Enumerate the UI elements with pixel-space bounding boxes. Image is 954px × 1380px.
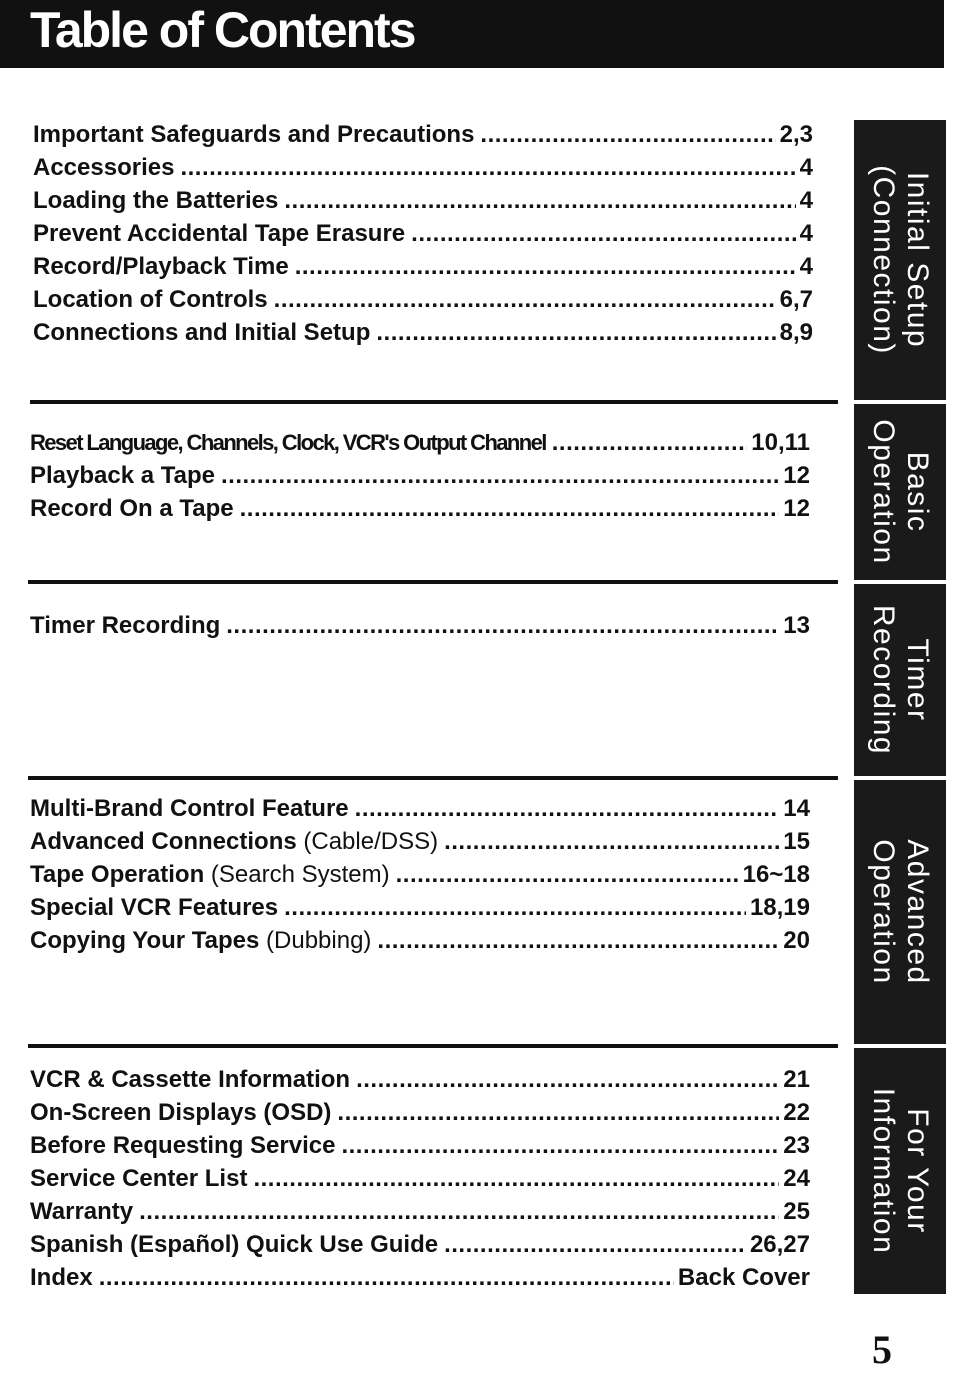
tab-label: Timer Recording bbox=[867, 604, 934, 756]
toc-entry[interactable] bbox=[30, 1096, 810, 1129]
leader-dots bbox=[341, 1129, 779, 1162]
toc-entry[interactable] bbox=[30, 1162, 810, 1195]
toc-entry-page: 14 bbox=[783, 795, 810, 822]
toc-entry-page: 25 bbox=[783, 1198, 810, 1225]
toc-entry-page: 4 bbox=[799, 253, 813, 280]
toc-entry-label: On-Screen Displays (OSD) bbox=[30, 1099, 332, 1126]
toc-entry-label: Before Requesting Service bbox=[30, 1132, 336, 1159]
section-divider bbox=[28, 776, 838, 780]
leader-dots bbox=[284, 891, 746, 924]
leader-dots bbox=[99, 1261, 674, 1294]
toc-entry-page: 23 bbox=[783, 1132, 810, 1159]
toc-entry-label: Special VCR Features bbox=[30, 894, 279, 921]
toc-entry-subtitle: (Dubbing) bbox=[259, 927, 372, 954]
page-number: 5 bbox=[872, 1327, 892, 1372]
toc-entry-page: 6,7 bbox=[779, 286, 813, 313]
toc-entry-label: Record/Playback Time bbox=[33, 253, 289, 280]
tab-initial-setup[interactable] bbox=[854, 120, 946, 400]
toc-entry-page: 18,19 bbox=[749, 894, 810, 921]
toc-entry-label: VCR & Cassette Information bbox=[30, 1066, 351, 1093]
toc-entry-label: Copying Your Tapes (Dubbing) bbox=[30, 927, 372, 954]
toc-entry-page: 12 bbox=[783, 462, 810, 489]
toc-entry[interactable] bbox=[30, 609, 810, 642]
toc-entry[interactable] bbox=[33, 316, 813, 349]
leader-dots bbox=[274, 283, 776, 316]
toc-entry-page: 4 bbox=[799, 187, 813, 214]
toc-entry[interactable] bbox=[30, 1129, 810, 1162]
tab-label: Initial Setup (Connection) bbox=[867, 165, 934, 355]
toc-entry-label: Index bbox=[30, 1264, 93, 1291]
toc-entry-label: Spanish (Español) Quick Use Guide bbox=[30, 1231, 439, 1258]
toc-entry-page: 13 bbox=[783, 612, 810, 639]
leader-dots bbox=[377, 924, 779, 957]
toc-entry-page: 26,27 bbox=[749, 1231, 810, 1258]
toc-entry-label: Tape Operation (Search System) bbox=[30, 861, 390, 888]
leader-dots bbox=[444, 825, 779, 858]
toc-entry[interactable] bbox=[33, 217, 813, 250]
toc-entry[interactable] bbox=[33, 184, 813, 217]
tab-label: For Your Information bbox=[867, 1087, 934, 1255]
leader-dots bbox=[337, 1096, 779, 1129]
leader-dots bbox=[552, 426, 748, 459]
leader-dots bbox=[376, 316, 775, 349]
toc-entry-page: 4 bbox=[799, 220, 813, 247]
leader-dots bbox=[355, 792, 780, 825]
toc-entry[interactable] bbox=[30, 492, 810, 525]
toc-entry-page: 21 bbox=[783, 1066, 810, 1093]
leader-dots bbox=[139, 1195, 779, 1228]
toc-entry-page: 22 bbox=[783, 1099, 810, 1126]
leader-dots bbox=[396, 858, 739, 891]
toc-entry-page: 2,3 bbox=[779, 121, 813, 148]
section-divider bbox=[30, 400, 838, 404]
tab-label: Advanced Operation bbox=[867, 839, 934, 985]
toc-entry[interactable] bbox=[33, 283, 813, 316]
toc-entry[interactable] bbox=[30, 426, 810, 459]
toc-entry-page: 8,9 bbox=[779, 319, 813, 346]
toc-entry[interactable] bbox=[30, 1063, 810, 1096]
toc-entry[interactable] bbox=[30, 459, 810, 492]
leader-dots bbox=[411, 217, 795, 250]
toc-entry-label: Multi-Brand Control Feature bbox=[30, 795, 349, 822]
toc-entry[interactable] bbox=[30, 924, 810, 957]
toc-entry-page: 12 bbox=[783, 495, 810, 522]
toc-entry-label: Record On a Tape bbox=[30, 495, 234, 522]
toc-entry[interactable] bbox=[30, 891, 810, 924]
leader-dots bbox=[253, 1162, 779, 1195]
toc-entry[interactable] bbox=[30, 1195, 810, 1228]
leader-dots bbox=[284, 184, 795, 217]
toc-entry-page: 15 bbox=[783, 828, 810, 855]
leader-dots bbox=[226, 609, 779, 642]
leader-dots bbox=[295, 250, 796, 283]
toc-entry-label: Playback a Tape bbox=[30, 462, 215, 489]
toc-entry[interactable] bbox=[30, 792, 810, 825]
toc-entry-subtitle: (Search System) bbox=[204, 861, 390, 888]
tab-label: Basic Operation bbox=[867, 419, 934, 565]
tab-for-your-information[interactable] bbox=[854, 1048, 946, 1294]
tab-basic-operation[interactable] bbox=[854, 404, 946, 580]
toc-entry[interactable] bbox=[33, 118, 813, 151]
toc-entry-label: Location of Controls bbox=[33, 286, 268, 313]
toc-entry-subtitle: (Cable/DSS) bbox=[296, 828, 439, 855]
toc-entry-page: 16~18 bbox=[742, 861, 810, 888]
tab-advanced-operation[interactable] bbox=[854, 780, 946, 1044]
header-bar bbox=[0, 0, 944, 68]
tab-timer-recording[interactable] bbox=[854, 584, 946, 776]
toc-entry-page: 20 bbox=[783, 927, 810, 954]
toc-entry-label: Important Safeguards and Precautions bbox=[33, 121, 475, 148]
toc-entry[interactable] bbox=[30, 825, 810, 858]
toc-entry-label: Service Center List bbox=[30, 1165, 248, 1192]
leader-dots bbox=[444, 1228, 746, 1261]
leader-dots bbox=[240, 492, 780, 525]
toc-entry-label: Accessories bbox=[33, 154, 175, 181]
leader-dots bbox=[221, 459, 779, 492]
toc-entry-label: Timer Recording bbox=[30, 612, 221, 639]
toc-entry[interactable] bbox=[33, 250, 813, 283]
toc-entry-label: Advanced Connections (Cable/DSS) bbox=[30, 828, 439, 855]
toc-entry-page: Back Cover bbox=[677, 1264, 810, 1291]
toc-entry-page: 10,11 bbox=[751, 429, 810, 456]
toc-entry[interactable] bbox=[30, 1228, 810, 1261]
toc-entry-label: Connections and Initial Setup bbox=[33, 319, 371, 346]
toc-entry-page: 4 bbox=[799, 154, 813, 181]
toc-entry-label: Loading the Batteries bbox=[33, 187, 279, 214]
toc-entry-label: Reset Language, Channels, Clock, VCR's Output Channel bbox=[30, 430, 546, 455]
leader-dots bbox=[480, 118, 775, 151]
toc-entry[interactable] bbox=[33, 151, 813, 184]
page-title: Table of Contents bbox=[30, 2, 415, 58]
toc-entry[interactable] bbox=[30, 1261, 810, 1294]
toc-entry-label: Warranty bbox=[30, 1198, 134, 1225]
leader-dots bbox=[180, 151, 795, 184]
section-divider bbox=[28, 580, 838, 584]
toc-entry[interactable] bbox=[30, 858, 810, 891]
toc-entry-label: Prevent Accidental Tape Erasure bbox=[33, 220, 406, 247]
leader-dots bbox=[356, 1063, 779, 1096]
toc-entry-page: 24 bbox=[783, 1165, 810, 1192]
section-divider bbox=[28, 1044, 838, 1048]
